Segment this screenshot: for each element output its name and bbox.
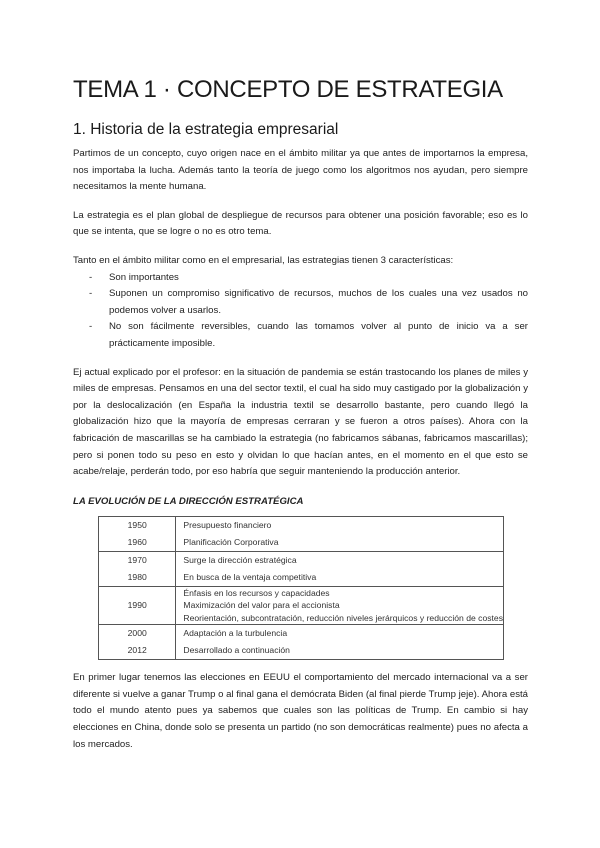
year-cell xyxy=(99,625,176,660)
description-item: Maximización del valor para el accionista xyxy=(183,600,340,611)
description-item: Reorientación, subcontratación, reducción niveles jerárquicos y reducción de costes xyxy=(183,612,503,623)
description-item: Presupuesto financiero xyxy=(183,519,272,530)
description-item: Adaptación a la turbulencia xyxy=(183,628,288,639)
characteristics-list xyxy=(73,270,528,353)
description-item: En busca de la ventaja competitiva xyxy=(183,571,317,582)
year-value: 1980 xyxy=(127,571,147,582)
evolution-table xyxy=(98,516,504,661)
section-heading: 1. Historia de la estrategia empresarial xyxy=(73,121,339,138)
list-item: - Son importantes xyxy=(73,270,528,287)
document-title: TEMA 1 · CONCEPTO DE ESTRATEGIA xyxy=(73,76,503,103)
description-item: Énfasis en los recursos y capacidades xyxy=(183,587,330,598)
year-cell xyxy=(99,516,176,551)
paragraph-example: Ej actual explicado por el profesor: en la situación de pandemia se están trastocando los planes de miles y miles de empresas. Pensamos en una del sector textil, el cual ha sido muy castigado por la globalización y por la deslocalización (en España la industria textil se desarrollo bastante, pero cuando llegó la globalización hizo que la mayoría de empresas cerraran y se fueron a otros países). Ahora con la fabricación de mascarillas se ha cambiado la estrategia (no fabricamos sábanas, fabricamos mascarillas); pero si ponen todo su peso en esto y olvidan lo que hacían antes, en el momento en el que esto se acabe/relaje, perderán todo, por eso habría que seguir manteniendo la producción anterior. xyxy=(73,366,528,478)
description-cell xyxy=(176,551,504,586)
table-row xyxy=(99,551,504,586)
document-content xyxy=(73,74,528,753)
list-item: - No son fácilmente reversibles, cuando las tomamos volver al punto de inicio va a ser prácticamente imposible. xyxy=(73,319,528,352)
table-row xyxy=(99,625,504,660)
year-cell xyxy=(99,586,176,625)
year-value: 1950 xyxy=(127,519,147,530)
description-item: Surge la dirección estratégica xyxy=(183,554,297,565)
table-row xyxy=(99,516,504,551)
table-row xyxy=(99,586,504,625)
description-item: Desarrollado a continuación xyxy=(183,645,290,656)
description-cell xyxy=(176,516,504,551)
paragraph-elections: En primer lugar tenemos las elecciones en EEUU el comportamiento del mercado internacional va a ser diferente si vuelve a ganar Trump o al final gana el demócrata Biden (al final pierde Trump jeje). Ahora está todo el mundo atento pues ya sabemos que cuales son las políticas de Trump. En cambio si hay elecciones en China, donde solo se presenta un partido (no son democráticas realmente) pues no afecta a los mercados. xyxy=(73,672,528,750)
evolution-heading: LA EVOLUCIÓN DE LA DIRECCIÓN ESTRATÉGICA xyxy=(73,495,304,507)
year-cell xyxy=(99,551,176,586)
year-value: 2000 xyxy=(127,628,147,639)
year-value: 2012 xyxy=(127,645,147,656)
year-value: 1990 xyxy=(127,599,147,610)
year-value: 1970 xyxy=(127,554,147,565)
list-item: - Suponen un compromiso significativo de recursos, muchos de los cuales una vez usados no podemos volver a usarlos. xyxy=(73,286,528,319)
paragraph-characteristics-intro: Tanto en el ámbito militar como en el empresarial, las estrategias tienen 3 características: xyxy=(73,254,454,266)
paragraph-origin: Partimos de un concepto, cuyo origen nace en el ámbito militar ya que antes de importarnos la empresa, nos importaba la lucha. Además tanto la teoría de juego como los algoritmos nos ayudan, pero siempre necesitamos la mente humana. xyxy=(73,148,528,193)
description-cell xyxy=(176,586,504,625)
description-cell xyxy=(176,625,504,660)
year-value: 1960 xyxy=(127,536,147,547)
description-item: Planificación Corporativa xyxy=(183,536,279,547)
paragraph-definition: La estrategia es el plan global de despliegue de recursos para obtener una posición favorable; eso es lo que se intenta, que se logre o no es otro tema. xyxy=(73,209,528,238)
